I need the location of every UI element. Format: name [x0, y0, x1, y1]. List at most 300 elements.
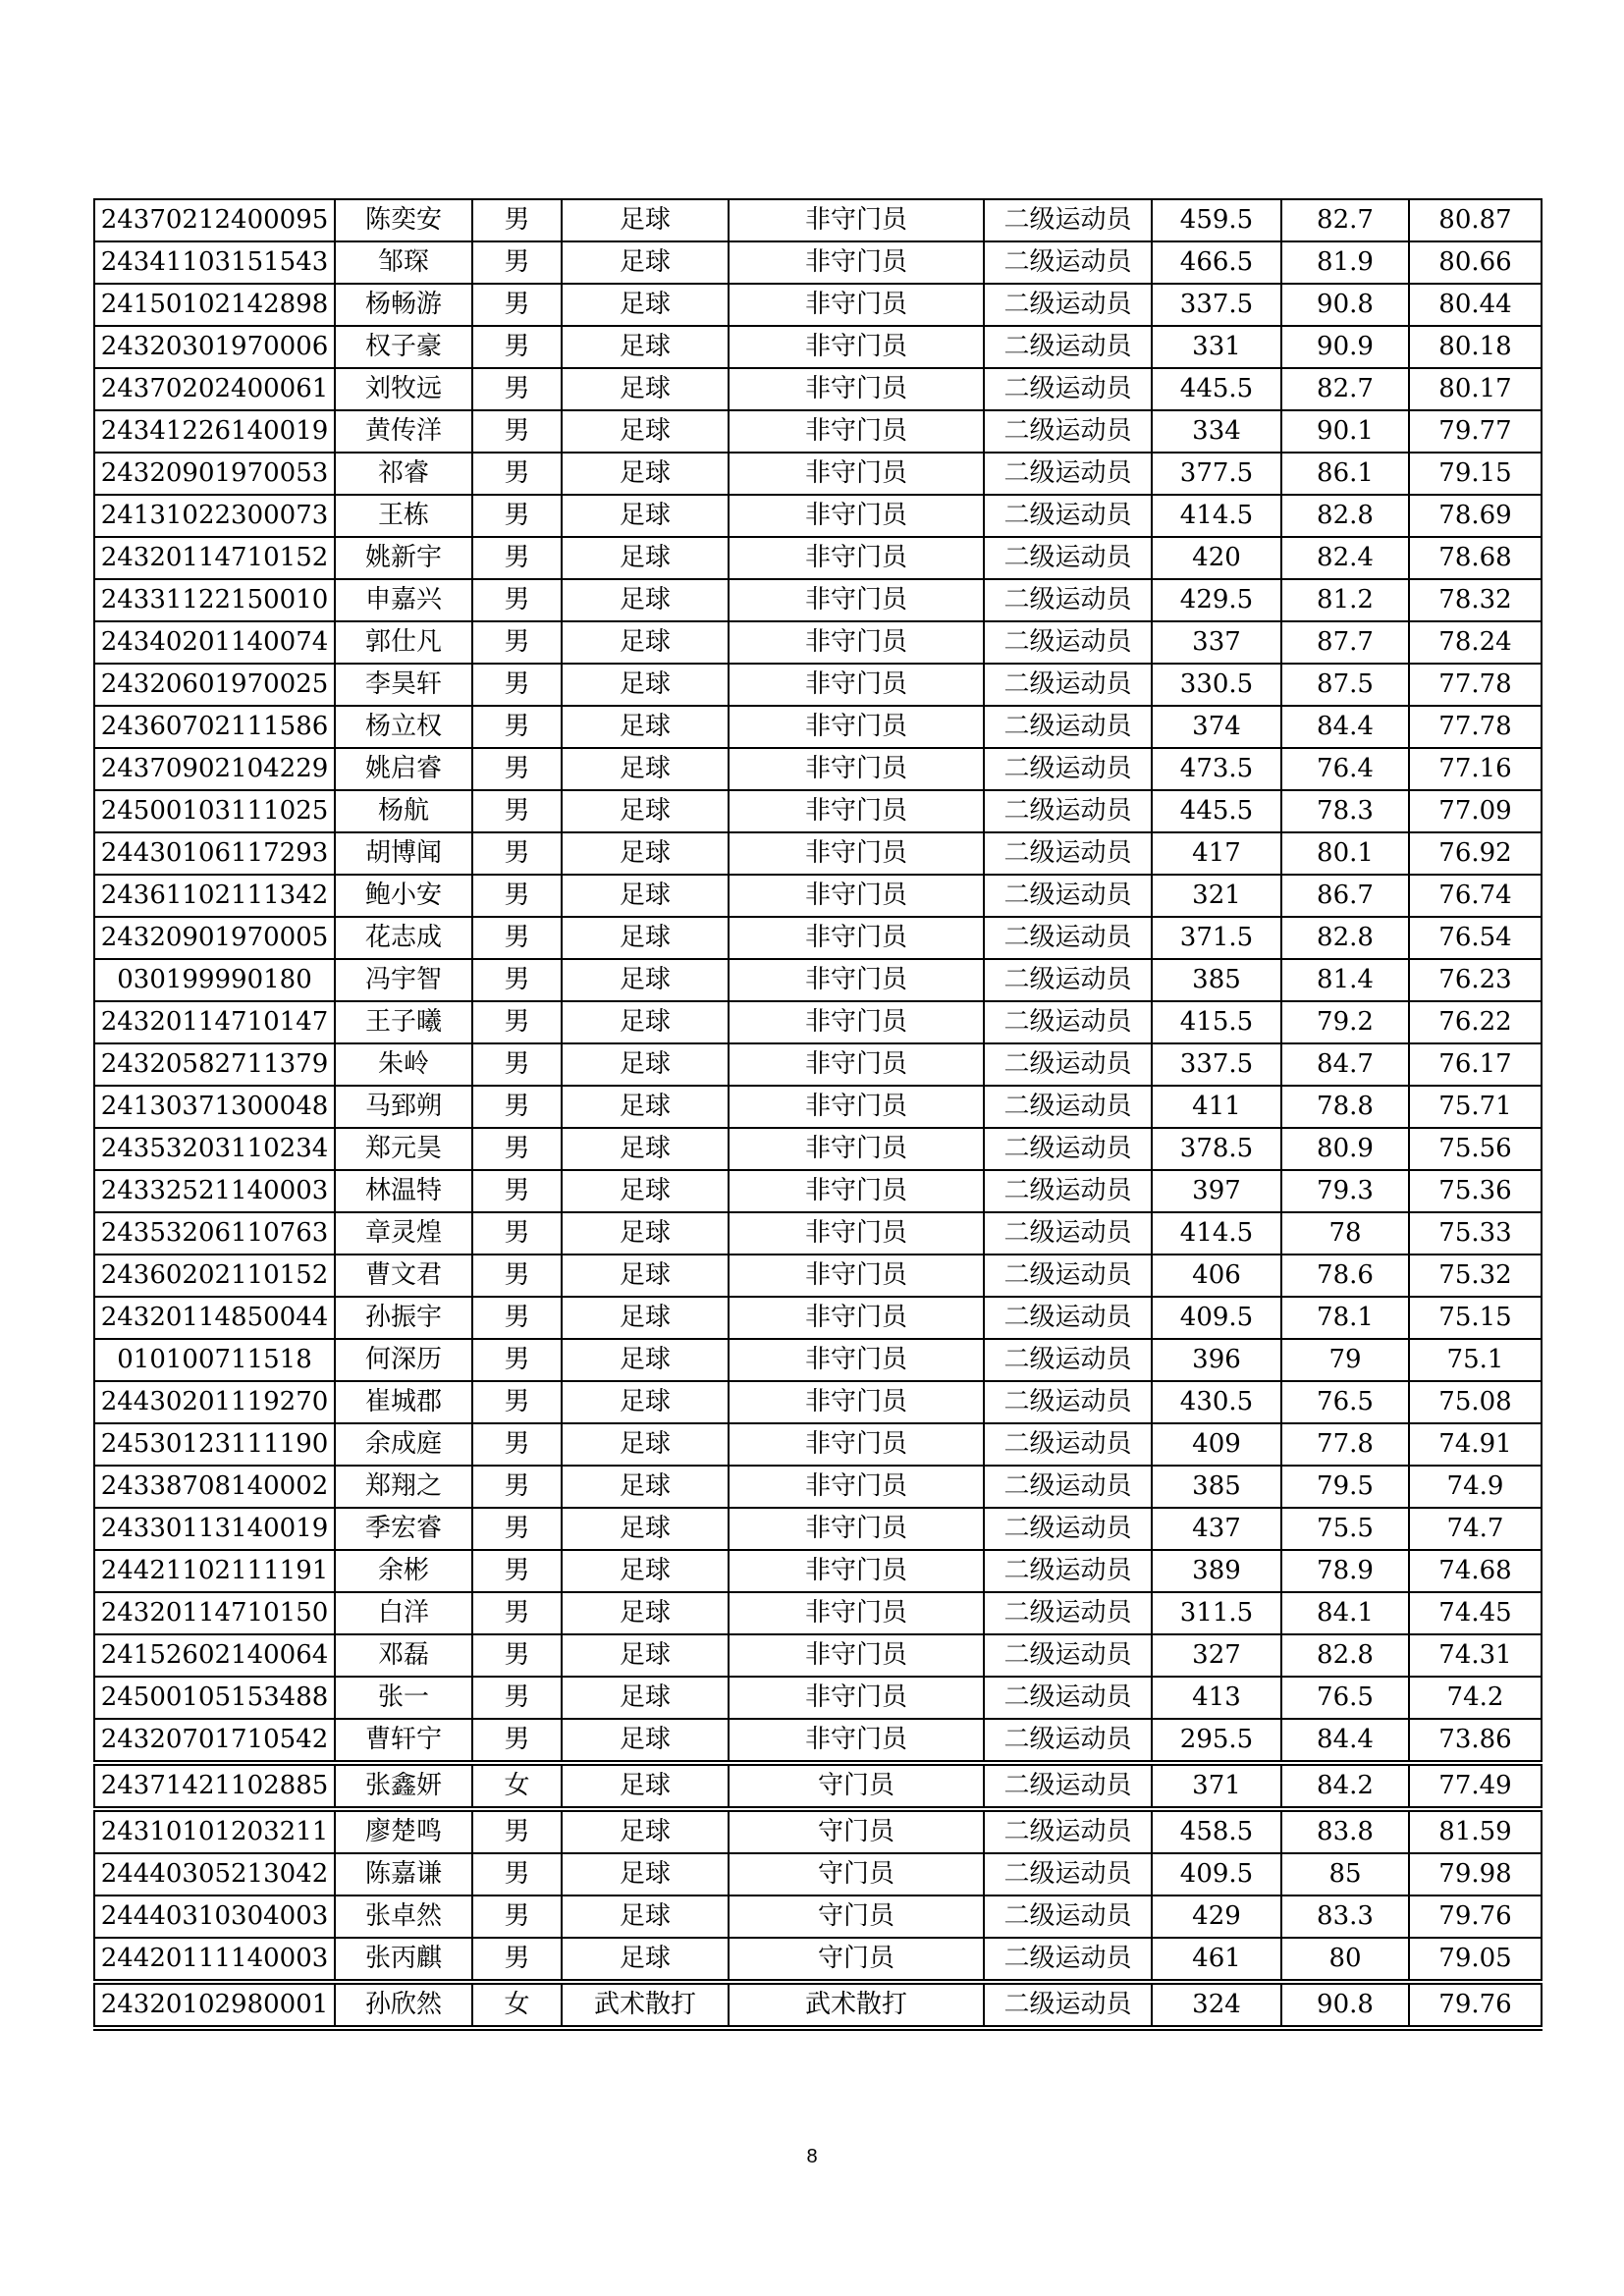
- total-score-cell: 76.92: [1409, 832, 1542, 875]
- total-score-cell: 76.54: [1409, 917, 1542, 959]
- athlete-level-cell: 二级运动员: [984, 410, 1152, 453]
- athlete-level-cell: 二级运动员: [984, 199, 1152, 241]
- table-row: [94, 1763, 1542, 1809]
- gender-cell: 男: [472, 1809, 562, 1853]
- name-cell: 张丙麒: [335, 1938, 472, 1982]
- page-number: 8: [806, 2146, 818, 2167]
- position-cell: 非守门员: [729, 875, 984, 917]
- athlete-level-cell: 二级运动员: [984, 832, 1152, 875]
- sport-score-cell: 87.5: [1281, 664, 1409, 706]
- table-row: [94, 1550, 1542, 1592]
- sport-score-cell: 81.2: [1281, 579, 1409, 621]
- sport-cell: 足球: [562, 1001, 729, 1043]
- gender-cell: 男: [472, 199, 562, 241]
- total-score-cell: 79.15: [1409, 453, 1542, 495]
- total-score-cell: 80.17: [1409, 368, 1542, 410]
- registration-number-cell: 24331122150010: [94, 579, 335, 621]
- sport-score-cell: 75.5: [1281, 1508, 1409, 1550]
- sport-cell: 足球: [562, 453, 729, 495]
- sport-score-cell: 78.9: [1281, 1550, 1409, 1592]
- table-row: [94, 790, 1542, 832]
- position-cell: 非守门员: [729, 1466, 984, 1508]
- gender-cell: 男: [472, 453, 562, 495]
- gender-cell: 男: [472, 368, 562, 410]
- table-row: [94, 1297, 1542, 1339]
- registration-number-cell: 24530123111190: [94, 1423, 335, 1466]
- sport-score-cell: 86.1: [1281, 453, 1409, 495]
- registration-number-cell: 24370202400061: [94, 368, 335, 410]
- gender-cell: 男: [472, 959, 562, 1001]
- sport-score-cell: 85: [1281, 1853, 1409, 1896]
- sport-score-cell: 78: [1281, 1212, 1409, 1255]
- name-cell: 李昊轩: [335, 664, 472, 706]
- total-score-cell: 76.17: [1409, 1043, 1542, 1086]
- registration-number-cell: 24320701710542: [94, 1719, 335, 1763]
- total-score-cell: 76.23: [1409, 959, 1542, 1001]
- table-row: [94, 748, 1542, 790]
- exam-score-cell: 473.5: [1152, 748, 1281, 790]
- sport-score-cell: 90.8: [1281, 284, 1409, 326]
- position-cell: 非守门员: [729, 1212, 984, 1255]
- athlete-level-cell: 二级运动员: [984, 579, 1152, 621]
- table-row: [94, 537, 1542, 579]
- total-score-cell: 78.68: [1409, 537, 1542, 579]
- exam-score-cell: 378.5: [1152, 1128, 1281, 1170]
- gender-cell: 男: [472, 1550, 562, 1592]
- position-cell: 守门员: [729, 1763, 984, 1809]
- sport-score-cell: 84.2: [1281, 1763, 1409, 1809]
- total-score-cell: 76.74: [1409, 875, 1542, 917]
- position-cell: 非守门员: [729, 1677, 984, 1719]
- gender-cell: 男: [472, 790, 562, 832]
- registration-number-cell: 24310101203211: [94, 1809, 335, 1853]
- sport-cell: 足球: [562, 959, 729, 1001]
- exam-score-cell: 458.5: [1152, 1809, 1281, 1853]
- registration-number-cell: 24440305213042: [94, 1853, 335, 1896]
- total-score-cell: 75.71: [1409, 1086, 1542, 1128]
- athlete-level-cell: 二级运动员: [984, 284, 1152, 326]
- position-cell: 非守门员: [729, 368, 984, 410]
- table-row: [94, 832, 1542, 875]
- gender-cell: 男: [472, 832, 562, 875]
- sport-score-cell: 79.2: [1281, 1001, 1409, 1043]
- gender-cell: 男: [472, 1086, 562, 1128]
- sport-score-cell: 86.7: [1281, 875, 1409, 917]
- name-cell: 杨畅游: [335, 284, 472, 326]
- exam-score-cell: 417: [1152, 832, 1281, 875]
- table-row: [94, 917, 1542, 959]
- name-cell: 鲍小安: [335, 875, 472, 917]
- sport-score-cell: 76.5: [1281, 1677, 1409, 1719]
- table-row: [94, 1339, 1542, 1381]
- sport-score-cell: 84.4: [1281, 706, 1409, 748]
- position-cell: 武术散打: [729, 1982, 984, 2028]
- registration-number-cell: 24320114710152: [94, 537, 335, 579]
- exam-score-cell: 445.5: [1152, 368, 1281, 410]
- registration-number-cell: 24341103151543: [94, 241, 335, 284]
- sport-score-cell: 79.5: [1281, 1466, 1409, 1508]
- table-body: [94, 199, 1542, 2028]
- sport-cell: 足球: [562, 1255, 729, 1297]
- total-score-cell: 80.18: [1409, 326, 1542, 368]
- registration-number-cell: 24320301970006: [94, 326, 335, 368]
- exam-score-cell: 437: [1152, 1508, 1281, 1550]
- registration-number-cell: 24130371300048: [94, 1086, 335, 1128]
- exam-score-cell: 420: [1152, 537, 1281, 579]
- total-score-cell: 77.49: [1409, 1763, 1542, 1809]
- table-row: [94, 1809, 1542, 1853]
- gender-cell: 男: [472, 579, 562, 621]
- total-score-cell: 79.76: [1409, 1896, 1542, 1938]
- total-score-cell: 75.08: [1409, 1381, 1542, 1423]
- athlete-level-cell: 二级运动员: [984, 1896, 1152, 1938]
- table-row: [94, 1001, 1542, 1043]
- name-cell: 章灵煌: [335, 1212, 472, 1255]
- registration-number-cell: 24430201119270: [94, 1381, 335, 1423]
- athlete-level-cell: 二级运动员: [984, 1982, 1152, 2028]
- name-cell: 郭仕凡: [335, 621, 472, 664]
- sport-cell: 足球: [562, 1128, 729, 1170]
- sport-cell: 足球: [562, 1381, 729, 1423]
- position-cell: 非守门员: [729, 1719, 984, 1763]
- gender-cell: 男: [472, 1043, 562, 1086]
- table-row: [94, 284, 1542, 326]
- registration-number-cell: 030199990180: [94, 959, 335, 1001]
- name-cell: 林温特: [335, 1170, 472, 1212]
- position-cell: 非守门员: [729, 1086, 984, 1128]
- registration-number-cell: 24341226140019: [94, 410, 335, 453]
- name-cell: 曹文君: [335, 1255, 472, 1297]
- gender-cell: 男: [472, 410, 562, 453]
- sport-score-cell: 90.1: [1281, 410, 1409, 453]
- registration-number-cell: 24371421102885: [94, 1763, 335, 1809]
- sport-score-cell: 80.9: [1281, 1128, 1409, 1170]
- athlete-level-cell: 二级运动员: [984, 875, 1152, 917]
- sport-cell: 足球: [562, 1212, 729, 1255]
- exam-score-cell: 311.5: [1152, 1592, 1281, 1634]
- athlete-level-cell: 二级运动员: [984, 1043, 1152, 1086]
- gender-cell: 男: [472, 241, 562, 284]
- name-cell: 陈奕安: [335, 199, 472, 241]
- registration-number-cell: 24420111140003: [94, 1938, 335, 1982]
- sport-cell: 足球: [562, 1634, 729, 1677]
- total-score-cell: 80.44: [1409, 284, 1542, 326]
- gender-cell: 男: [472, 537, 562, 579]
- position-cell: 非守门员: [729, 832, 984, 875]
- name-cell: 张一: [335, 1677, 472, 1719]
- sport-cell: 足球: [562, 875, 729, 917]
- position-cell: 非守门员: [729, 495, 984, 537]
- athlete-level-cell: 二级运动员: [984, 790, 1152, 832]
- sport-score-cell: 78.6: [1281, 1255, 1409, 1297]
- registration-number-cell: 24320901970005: [94, 917, 335, 959]
- sport-score-cell: 78.3: [1281, 790, 1409, 832]
- registration-number-cell: 24500103111025: [94, 790, 335, 832]
- exam-score-cell: 337.5: [1152, 1043, 1281, 1086]
- gender-cell: 男: [472, 1508, 562, 1550]
- gender-cell: 男: [472, 1339, 562, 1381]
- position-cell: 非守门员: [729, 790, 984, 832]
- sport-cell: 足球: [562, 1043, 729, 1086]
- registration-number-cell: 24360202110152: [94, 1255, 335, 1297]
- total-score-cell: 74.31: [1409, 1634, 1542, 1677]
- sport-cell: 足球: [562, 790, 729, 832]
- gender-cell: 男: [472, 1466, 562, 1508]
- exam-score-cell: 330.5: [1152, 664, 1281, 706]
- registration-number-cell: 24332521140003: [94, 1170, 335, 1212]
- gender-cell: 男: [472, 917, 562, 959]
- exam-score-cell: 324: [1152, 1982, 1281, 2028]
- exam-score-cell: 327: [1152, 1634, 1281, 1677]
- exam-score-cell: 331: [1152, 326, 1281, 368]
- exam-score-cell: 295.5: [1152, 1719, 1281, 1763]
- sport-cell: 足球: [562, 832, 729, 875]
- position-cell: 守门员: [729, 1896, 984, 1938]
- table-row: [94, 1255, 1542, 1297]
- exam-score-cell: 321: [1152, 875, 1281, 917]
- table-row: [94, 1896, 1542, 1938]
- total-score-cell: 75.15: [1409, 1297, 1542, 1339]
- athlete-level-cell: 二级运动员: [984, 1212, 1152, 1255]
- table-row: [94, 1508, 1542, 1550]
- position-cell: 非守门员: [729, 326, 984, 368]
- exam-score-cell: 396: [1152, 1339, 1281, 1381]
- name-cell: 杨航: [335, 790, 472, 832]
- sport-score-cell: 84.7: [1281, 1043, 1409, 1086]
- gender-cell: 男: [472, 1128, 562, 1170]
- name-cell: 曹轩宁: [335, 1719, 472, 1763]
- name-cell: 刘牧远: [335, 368, 472, 410]
- name-cell: 余彬: [335, 1550, 472, 1592]
- table-row: [94, 664, 1542, 706]
- table-row: [94, 1982, 1542, 2028]
- total-score-cell: 80.87: [1409, 199, 1542, 241]
- athlete-level-cell: 二级运动员: [984, 368, 1152, 410]
- sport-cell: 足球: [562, 537, 729, 579]
- table-row: [94, 1592, 1542, 1634]
- position-cell: 非守门员: [729, 199, 984, 241]
- position-cell: 守门员: [729, 1938, 984, 1982]
- exam-score-cell: 374: [1152, 706, 1281, 748]
- registration-number-cell: 24361102111342: [94, 875, 335, 917]
- position-cell: 非守门员: [729, 959, 984, 1001]
- table-row: [94, 326, 1542, 368]
- table-row: [94, 1634, 1542, 1677]
- sport-score-cell: 82.7: [1281, 368, 1409, 410]
- table-row: [94, 1128, 1542, 1170]
- name-cell: 孙振宇: [335, 1297, 472, 1339]
- position-cell: 守门员: [729, 1809, 984, 1853]
- total-score-cell: 75.32: [1409, 1255, 1542, 1297]
- position-cell: 非守门员: [729, 453, 984, 495]
- sport-score-cell: 90.8: [1281, 1982, 1409, 2028]
- athlete-level-cell: 二级运动员: [984, 1719, 1152, 1763]
- sport-cell: 足球: [562, 1508, 729, 1550]
- gender-cell: 男: [472, 1677, 562, 1719]
- gender-cell: 男: [472, 1423, 562, 1466]
- sport-cell: 武术散打: [562, 1982, 729, 2028]
- table-row: [94, 1938, 1542, 1982]
- gender-cell: 男: [472, 284, 562, 326]
- table-row: [94, 453, 1542, 495]
- position-cell: 非守门员: [729, 1043, 984, 1086]
- athlete-level-cell: 二级运动员: [984, 1508, 1152, 1550]
- table-row: [94, 1212, 1542, 1255]
- gender-cell: 男: [472, 621, 562, 664]
- total-score-cell: 77.16: [1409, 748, 1542, 790]
- gender-cell: 男: [472, 875, 562, 917]
- gender-cell: 男: [472, 1853, 562, 1896]
- registration-number-cell: 24353203110234: [94, 1128, 335, 1170]
- registration-number-cell: 24421102111191: [94, 1550, 335, 1592]
- name-cell: 崔城郡: [335, 1381, 472, 1423]
- registration-number-cell: 24370212400095: [94, 199, 335, 241]
- registration-number-cell: 24353206110763: [94, 1212, 335, 1255]
- name-cell: 申嘉兴: [335, 579, 472, 621]
- total-score-cell: 75.33: [1409, 1212, 1542, 1255]
- registration-number-cell: 24320114850044: [94, 1297, 335, 1339]
- position-cell: 非守门员: [729, 579, 984, 621]
- exam-score-cell: 334: [1152, 410, 1281, 453]
- athlete-level-cell: 二级运动员: [984, 1297, 1152, 1339]
- position-cell: 非守门员: [729, 706, 984, 748]
- exam-score-cell: 430.5: [1152, 1381, 1281, 1423]
- athlete-level-cell: 二级运动员: [984, 748, 1152, 790]
- gender-cell: 男: [472, 1634, 562, 1677]
- gender-cell: 女: [472, 1763, 562, 1809]
- position-cell: 非守门员: [729, 1001, 984, 1043]
- exam-score-cell: 337.5: [1152, 284, 1281, 326]
- athlete-level-cell: 二级运动员: [984, 1381, 1152, 1423]
- athlete-level-cell: 二级运动员: [984, 664, 1152, 706]
- name-cell: 胡博闻: [335, 832, 472, 875]
- position-cell: 非守门员: [729, 1592, 984, 1634]
- table-row: [94, 1719, 1542, 1763]
- position-cell: 非守门员: [729, 621, 984, 664]
- name-cell: 朱岭: [335, 1043, 472, 1086]
- position-cell: 非守门员: [729, 284, 984, 326]
- gender-cell: 男: [472, 1592, 562, 1634]
- total-score-cell: 77.78: [1409, 664, 1542, 706]
- position-cell: 非守门员: [729, 1550, 984, 1592]
- sport-score-cell: 76.4: [1281, 748, 1409, 790]
- registration-number-cell: 24338708140002: [94, 1466, 335, 1508]
- registration-number-cell: 24320582711379: [94, 1043, 335, 1086]
- registration-number-cell: 24360702111586: [94, 706, 335, 748]
- position-cell: 非守门员: [729, 1508, 984, 1550]
- athlete-level-cell: 二级运动员: [984, 1423, 1152, 1466]
- position-cell: 非守门员: [729, 1128, 984, 1170]
- sport-score-cell: 78.1: [1281, 1297, 1409, 1339]
- exam-score-cell: 445.5: [1152, 790, 1281, 832]
- exam-score-cell: 371: [1152, 1763, 1281, 1809]
- sport-score-cell: 82.8: [1281, 495, 1409, 537]
- sport-cell: 足球: [562, 1339, 729, 1381]
- exam-score-cell: 409.5: [1152, 1853, 1281, 1896]
- sport-cell: 足球: [562, 1677, 729, 1719]
- athlete-level-cell: 二级运动员: [984, 326, 1152, 368]
- table-row: [94, 1043, 1542, 1086]
- sport-cell: 足球: [562, 241, 729, 284]
- sport-score-cell: 80.1: [1281, 832, 1409, 875]
- position-cell: 非守门员: [729, 748, 984, 790]
- table-row: [94, 410, 1542, 453]
- sport-cell: 足球: [562, 1466, 729, 1508]
- sport-cell: 足球: [562, 199, 729, 241]
- athlete-level-cell: 二级运动员: [984, 1086, 1152, 1128]
- athlete-level-cell: 二级运动员: [984, 1128, 1152, 1170]
- position-cell: 非守门员: [729, 1255, 984, 1297]
- registration-number-cell: 24330113140019: [94, 1508, 335, 1550]
- name-cell: 孙欣然: [335, 1982, 472, 2028]
- sport-cell: 足球: [562, 1809, 729, 1853]
- registration-number-cell: 24152602140064: [94, 1634, 335, 1677]
- name-cell: 张鑫妍: [335, 1763, 472, 1809]
- name-cell: 祁睿: [335, 453, 472, 495]
- position-cell: 非守门员: [729, 1170, 984, 1212]
- sport-score-cell: 80: [1281, 1938, 1409, 1982]
- gender-cell: 男: [472, 664, 562, 706]
- sport-cell: 足球: [562, 621, 729, 664]
- sport-cell: 足球: [562, 1086, 729, 1128]
- table-row: [94, 1170, 1542, 1212]
- athlete-level-cell: 二级运动员: [984, 917, 1152, 959]
- sport-cell: 足球: [562, 1170, 729, 1212]
- athlete-level-cell: 二级运动员: [984, 453, 1152, 495]
- table-row: [94, 199, 1542, 241]
- table-row: [94, 1381, 1542, 1423]
- exam-score-cell: 371.5: [1152, 917, 1281, 959]
- total-score-cell: 78.32: [1409, 579, 1542, 621]
- name-cell: 马郅朔: [335, 1086, 472, 1128]
- registration-number-cell: 24320114710150: [94, 1592, 335, 1634]
- position-cell: 非守门员: [729, 537, 984, 579]
- gender-cell: 男: [472, 748, 562, 790]
- exam-score-cell: 461: [1152, 1938, 1281, 1982]
- name-cell: 廖楚鸣: [335, 1809, 472, 1853]
- name-cell: 杨立权: [335, 706, 472, 748]
- exam-score-cell: 406: [1152, 1255, 1281, 1297]
- table-row: [94, 1423, 1542, 1466]
- total-score-cell: 81.59: [1409, 1809, 1542, 1853]
- table-row: [94, 241, 1542, 284]
- athlete-level-cell: 二级运动员: [984, 1677, 1152, 1719]
- sport-score-cell: 79: [1281, 1339, 1409, 1381]
- exam-score-cell: 409: [1152, 1423, 1281, 1466]
- total-score-cell: 75.1: [1409, 1339, 1542, 1381]
- total-score-cell: 76.22: [1409, 1001, 1542, 1043]
- name-cell: 郑元昊: [335, 1128, 472, 1170]
- athlete-level-cell: 二级运动员: [984, 1466, 1152, 1508]
- total-score-cell: 79.76: [1409, 1982, 1542, 2028]
- exam-score-cell: 377.5: [1152, 453, 1281, 495]
- name-cell: 白洋: [335, 1592, 472, 1634]
- athlete-level-cell: 二级运动员: [984, 1592, 1152, 1634]
- registration-number-cell: 24320102980001: [94, 1982, 335, 2028]
- athlete-level-cell: 二级运动员: [984, 1550, 1152, 1592]
- gender-cell: 男: [472, 1170, 562, 1212]
- sport-cell: 足球: [562, 1550, 729, 1592]
- total-score-cell: 79.05: [1409, 1938, 1542, 1982]
- sport-cell: 足球: [562, 917, 729, 959]
- registration-number-cell: 24340201140074: [94, 621, 335, 664]
- total-score-cell: 74.68: [1409, 1550, 1542, 1592]
- sport-score-cell: 76.5: [1281, 1381, 1409, 1423]
- sport-cell: 足球: [562, 1592, 729, 1634]
- athlete-level-cell: 二级运动员: [984, 1853, 1152, 1896]
- position-cell: 非守门员: [729, 410, 984, 453]
- athlete-level-cell: 二级运动员: [984, 621, 1152, 664]
